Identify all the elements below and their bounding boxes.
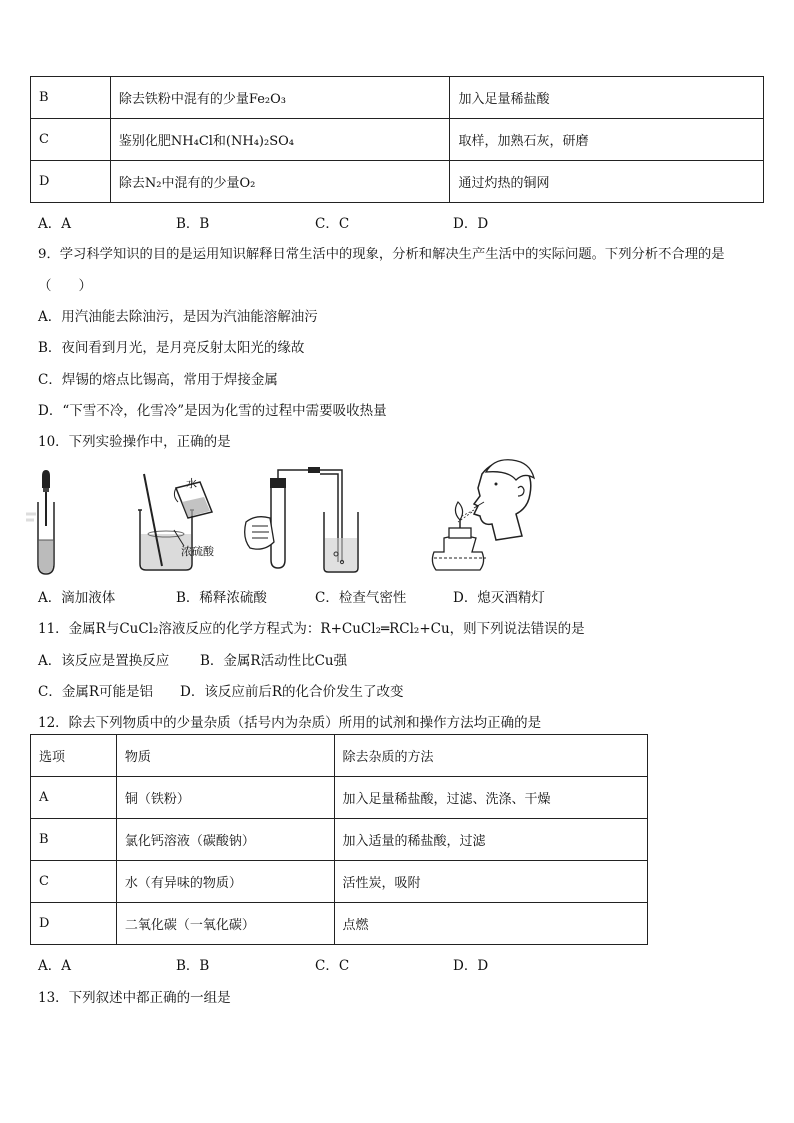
q10-option-a: A．滴加液体: [38, 590, 116, 606]
method-cell: 活性炭，吸附: [334, 861, 647, 903]
q11-option-d: D．该反应前后R的化合价发生了改变: [180, 684, 404, 700]
q9-option-b: B．夜间看到月光，是月亮反射太阳光的缘故: [38, 340, 305, 356]
method-cell: 通过灼热的铜网: [450, 161, 764, 203]
q10-option-b: B．稀释浓硫酸: [176, 590, 267, 606]
q10-stem: 10．下列实验操作中，正确的是: [38, 434, 231, 450]
substance-cell: 水（有异味的物质）: [116, 861, 334, 903]
q12-stem: 12．除去下列物质中的少量杂质（括号内为杂质）所用的试剂和操作方法均正确的是: [38, 715, 542, 731]
q11-option-a: A．该反应是置换反应: [38, 653, 170, 669]
q8-option-a: A．A: [38, 216, 71, 232]
header-option: 选项: [31, 735, 117, 777]
q12-option-a: A．A: [38, 958, 71, 974]
table-header-row: [31, 735, 648, 777]
acid-label: 浓硫酸: [181, 545, 214, 558]
option-cell: B: [31, 77, 111, 119]
substance-cell: 铜（铁粉）: [116, 777, 334, 819]
q12-option-b: B．B: [176, 958, 210, 974]
header-substance: 物质: [116, 735, 334, 777]
option-cell: B: [31, 819, 117, 861]
q12-option-c: C．C: [315, 958, 350, 974]
q12-table: [30, 734, 648, 945]
method-cell: 加入足量稀盐酸: [450, 77, 764, 119]
q11-stem: 11．金属R与CuCl₂溶液反应的化学方程式为：R+CuCl₂═RCl₂+Cu，则下列说法错误的是: [38, 621, 585, 637]
q8-table: [30, 76, 764, 203]
task-cell: 除去N₂中混有的少量O₂: [110, 161, 450, 203]
option-cell: A: [31, 777, 117, 819]
q11-option-b: B．金属R活动性比Cu强: [200, 653, 348, 669]
table-row: [31, 861, 648, 903]
q9-stem: 9．学习科学知识的目的是运用知识解释日常生活中的现象，分析和解决生产生活中的实际问题。下列分析不合理的是: [38, 247, 725, 262]
option-cell: C: [31, 119, 111, 161]
water-label: 水: [186, 477, 197, 490]
task-cell: 除去铁粉中混有的少量Fe₂O₃: [110, 77, 450, 119]
substance-cell: 二氧化碳（一氧化碳）: [116, 903, 334, 945]
table-row: [31, 161, 764, 203]
option-cell: C: [31, 861, 117, 903]
method-cell: 加入足量稀盐酸，过滤、洗涤、干燥: [334, 777, 647, 819]
table-row: [31, 903, 648, 945]
dropper-tube-figure: [26, 466, 76, 578]
alcohol-lamp-figure: [420, 454, 550, 578]
option-cell: D: [31, 161, 111, 203]
q9-option-c: C．焊锡的熔点比锡高，常用于焊接金属: [38, 372, 278, 388]
q11-option-c: C．金属R可能是铝: [38, 684, 153, 700]
q8-option-c: C．C: [315, 216, 350, 232]
q12-option-d: D．D: [453, 958, 489, 974]
method-cell: 点燃: [334, 903, 647, 945]
header-method: 除去杂质的方法: [334, 735, 647, 777]
table-row: [31, 777, 648, 819]
q9-option-a: A．用汽油能去除油污，是因为汽油能溶解油污: [38, 309, 318, 325]
q8-option-b: B．B: [176, 216, 210, 232]
table-row: [31, 819, 648, 861]
table-row: [31, 77, 764, 119]
method-cell: 取样，加熟石灰，研磨: [450, 119, 764, 161]
q9-option-d: D．“下雪不冷，化雪冷”是因为化雪的过程中需要吸收热量: [38, 403, 387, 419]
q9-paren: （ ）: [38, 278, 92, 294]
q13-stem: 13．下列叙述中都正确的一组是: [38, 990, 231, 1006]
task-cell: 鉴别化肥NH₄Cl和(NH₄)₂SO₄: [110, 119, 450, 161]
method-cell: 加入适量的稀盐酸，过滤: [334, 819, 647, 861]
substance-cell: 氯化钙溶液（碳酸钠）: [116, 819, 334, 861]
q10-option-d: D．熄灭酒精灯: [453, 590, 545, 606]
table-row: [31, 119, 764, 161]
airtightness-figure: [240, 466, 360, 578]
q10-option-c: C．检查气密性: [315, 590, 407, 606]
q8-option-d: D．D: [453, 216, 489, 232]
option-cell: D: [31, 903, 117, 945]
